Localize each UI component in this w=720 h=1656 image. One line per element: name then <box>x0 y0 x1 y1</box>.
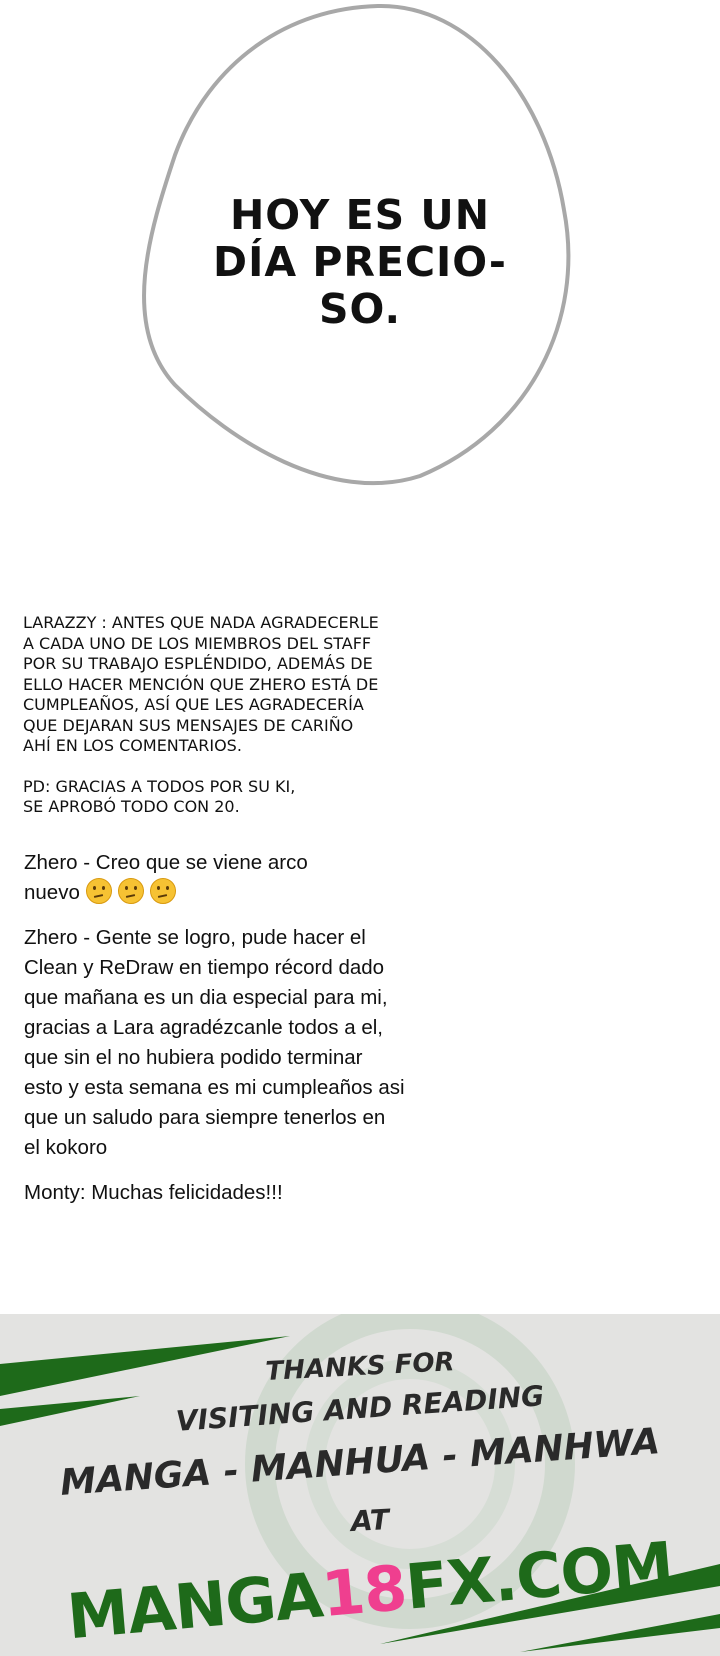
site-part: MANGA <box>64 1558 326 1654</box>
thinking-face-icon <box>86 878 112 904</box>
comment-line: el kokoro <box>24 1136 108 1159</box>
bubble-line: HOY ES UN <box>229 191 491 239</box>
thinking-face-icon <box>118 878 144 904</box>
site-part: FX.COM <box>402 1527 676 1624</box>
comment-line: gracias a Lara agradézcanle todos a el, <box>24 1016 383 1039</box>
comment-line: nuevo <box>24 881 80 904</box>
note-line: POR SU TRABAJO ESPLÉNDIDO, ADEMÁS DE <box>23 654 373 673</box>
comment-monty: Monty: Muchas felicidades!!! <box>24 1181 283 1204</box>
pd-line: PD: GRACIAS A TODOS POR SU KI, <box>23 776 296 796</box>
comment-line: esto y esta semana es mi cumpleaños asi <box>24 1076 405 1099</box>
staff-notes <box>23 613 423 818</box>
comment-line: Zhero - Creo que se viene arco <box>24 851 308 874</box>
comment-line: que mañana es un dia especial para mi, <box>24 986 388 1009</box>
banner-line-thanks: THANKS FOR <box>264 1347 456 1387</box>
note-line: AHÍ EN LOS COMENTARIOS. <box>23 736 242 755</box>
bubble-text <box>190 192 530 333</box>
comment-line: que sin el no hubiera podido terminar <box>24 1046 363 1069</box>
note-line: QUE DEJARAN SUS MENSAJES DE CARIÑO <box>23 715 354 735</box>
note-line: ELLO HACER MENCIÓN QUE ZHERO ESTÁ DE <box>23 674 379 694</box>
pd-line: SE APROBÓ TODO CON 20. <box>23 797 240 816</box>
note-line: LARAZZY : ANTES QUE NADA AGRADECERLE <box>23 613 379 632</box>
comment-zhero-1 <box>24 848 424 908</box>
comment-zhero-2 <box>24 923 424 1163</box>
banner-line-at: AT <box>350 1503 390 1538</box>
comment-line: Clean y ReDraw en tiempo récord dado <box>24 956 385 979</box>
banner-line-visiting: VISITING AND READING <box>174 1379 546 1438</box>
comments <box>24 848 424 1223</box>
bubble-line: SO. <box>318 285 402 333</box>
bubble-line: DÍA PRECIO- <box>213 238 507 286</box>
banner-line-types: MANGA - MANHUA - MANHWA <box>58 1421 662 1504</box>
site-part-highlight: 18 <box>318 1550 410 1632</box>
note-line: A CADA UNO DE LOS MIEMBROS DEL STAFF <box>23 633 372 653</box>
thanks-banner <box>0 1314 720 1656</box>
comment-line: que un saludo para siempre tenerlos en <box>24 1106 386 1129</box>
note-line: CUMPLEAÑOS, ASÍ QUE LES AGRADECERÍA <box>23 695 364 714</box>
thinking-face-icon <box>150 878 176 904</box>
comment-line: Zhero - Gente se logro, pude hacer el <box>24 926 366 949</box>
